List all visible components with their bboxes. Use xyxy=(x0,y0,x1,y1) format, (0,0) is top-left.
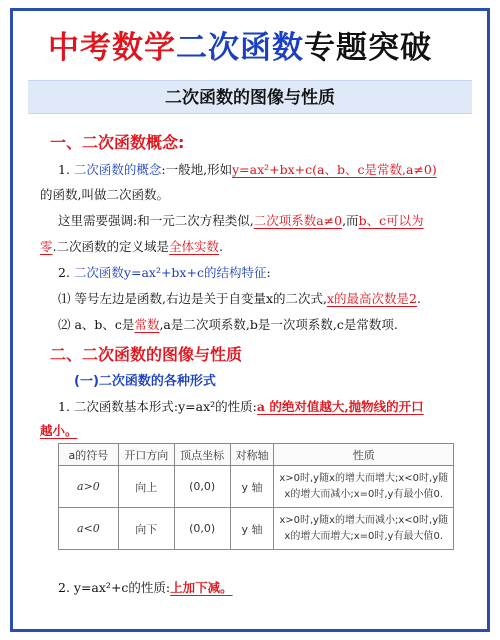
table-header: 对称轴 xyxy=(230,444,274,466)
table-header: 性质 xyxy=(274,444,454,466)
emphasis-bc-zero: b、c可以为 xyxy=(358,213,424,228)
basic-form-property-b: 越小。 xyxy=(40,423,78,438)
structure-heading xyxy=(58,263,271,281)
title-part-1: 中考数学 xyxy=(48,30,176,66)
structure-colon: : xyxy=(266,265,271,280)
concept-formula: y=ax²+bx+c(a、b、c是常数,a≠0) xyxy=(232,162,437,177)
subtitle-banner: 二次函数的图像与性质 xyxy=(28,80,472,114)
structure-point-1-end: . xyxy=(417,291,421,306)
table-cell-sign: a>0 xyxy=(59,466,119,508)
basic-form-line-1 xyxy=(58,397,424,415)
page-title xyxy=(0,30,480,66)
basic-form-line-2 xyxy=(40,421,78,439)
basic-form-text: 1. 二次函数基本形式:y=ax²的性质: xyxy=(58,399,257,414)
structure-highest-degree: x的最高次数是2 xyxy=(326,291,417,306)
table-cell-direction: 向下 xyxy=(118,508,174,550)
shift-form-line xyxy=(58,578,233,596)
emphasis-all-real: 全体实数 xyxy=(169,239,220,254)
shift-form-rule: 上加下减。 xyxy=(170,580,233,595)
table-cell-vertex: (0,0) xyxy=(174,466,230,508)
property-line: x的增大而增大;x=0时,y有最大值0. xyxy=(284,530,444,542)
table-row xyxy=(59,508,454,550)
concept-mid: :一般地,形如 xyxy=(161,162,233,177)
emphasis-zero: 零 xyxy=(40,239,53,254)
concept-number: 1. xyxy=(58,162,74,177)
table-cell-direction: 向上 xyxy=(118,466,174,508)
emphasis-end: . xyxy=(219,239,223,254)
table-row xyxy=(59,466,454,508)
structure-point-2-end: ,a是二次项系数,b是一次项系数,c是常数项. xyxy=(159,317,398,332)
emphasis-lead: 这里需要强调:和一元二次方程类似, xyxy=(58,213,254,228)
structure-point-1 xyxy=(58,289,421,307)
property-line: x的增大而减小;x=0时,y有最小值0. xyxy=(284,488,444,500)
table-cell-sign: a<0 xyxy=(59,508,119,550)
table-cell-property xyxy=(274,508,454,550)
concept-term: 二次函数的概念 xyxy=(73,162,162,177)
table-cell-vertex: (0,0) xyxy=(174,508,230,550)
property-line: x>0时,y随x的增大而增大;x<0时,y随 xyxy=(279,472,449,484)
concept-line-2: 的函数,叫做二次函数。 xyxy=(40,187,169,202)
shift-form-text: 2. y=ax²+c的性质: xyxy=(58,580,171,595)
property-line: x>0时,y随x的增大而减小;x<0时,y随 xyxy=(279,514,449,526)
concept-line-1 xyxy=(58,160,437,178)
table-header: 顶点坐标 xyxy=(174,444,230,466)
structure-point-1-text: ⑴ 等号左边是函数,右边是关于自变量x的二次式, xyxy=(58,291,327,306)
section1-heading: 一、二次函数概念: xyxy=(50,133,185,152)
title-part-3: 专题突破 xyxy=(304,30,432,66)
emphasis-mid: ,而 xyxy=(342,213,359,228)
structure-constants: 常数 xyxy=(134,317,160,332)
properties-table xyxy=(58,443,454,550)
emphasis-coef-nonzero: 二次项系数a≠0 xyxy=(253,213,343,228)
structure-number: 2. xyxy=(58,265,74,280)
table-header: 开口方向 xyxy=(118,444,174,466)
table-header-row xyxy=(59,444,454,466)
emphasis-line-2 xyxy=(40,237,223,255)
table-cell-axis: y 轴 xyxy=(230,466,274,508)
forms-subheading: (一)二次函数的各种形式 xyxy=(74,374,216,389)
section2-heading: 二、二次函数的图像与性质 xyxy=(50,345,243,364)
table-cell-property xyxy=(274,466,454,508)
table-header: a的符号 xyxy=(59,444,119,466)
basic-form-property-a: a 的绝对值越大,抛物线的开口 xyxy=(256,399,424,414)
structure-point-2 xyxy=(58,315,398,333)
structure-term: 二次函数y=ax²+bx+c的结构特征 xyxy=(73,265,267,280)
emphasis-line-1 xyxy=(58,211,424,229)
emphasis-domain: .二次函数的定义域是 xyxy=(52,239,169,254)
table-cell-axis: y 轴 xyxy=(230,508,274,550)
structure-point-2-text: ⑵ a、b、c是 xyxy=(58,317,135,332)
title-part-2: 二次函数 xyxy=(176,30,304,66)
